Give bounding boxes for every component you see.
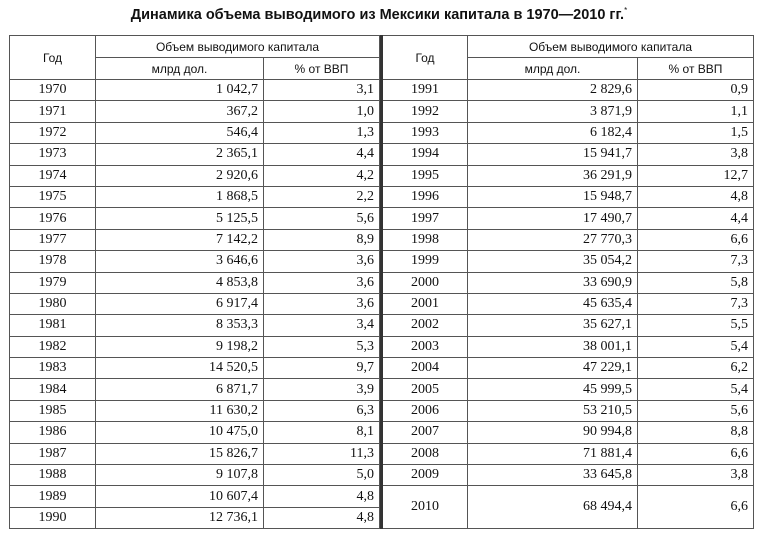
table-row (10, 144, 380, 165)
percent-cell: 4,2 (264, 165, 380, 186)
year-cell: 1980 (10, 293, 96, 314)
percent-cell: 5,6 (264, 208, 380, 229)
year-cell: 1991 (382, 80, 468, 101)
amount-cell: 1 042,7 (96, 80, 264, 101)
table-row (382, 122, 754, 143)
amount-cell: 10 607,4 (96, 486, 264, 507)
year-cell: 1983 (10, 358, 96, 379)
percent-cell: 4,8 (264, 507, 380, 528)
year-cell: 2009 (382, 465, 468, 486)
table-row (382, 422, 754, 443)
year-cell: 2005 (382, 379, 468, 400)
amount-cell: 38 001,1 (468, 336, 638, 357)
percent-cell: 5,0 (264, 465, 380, 486)
year-cell: 1972 (10, 122, 96, 143)
table-row (10, 101, 380, 122)
year-cell: 1988 (10, 465, 96, 486)
percent-cell: 1,0 (264, 101, 380, 122)
amount-cell: 9 198,2 (96, 336, 264, 357)
percent-cell: 3,8 (638, 144, 754, 165)
year-cell: 2010 (382, 486, 468, 529)
year-cell: 1987 (10, 443, 96, 464)
year-cell: 1989 (10, 486, 96, 507)
capital-group-header: Объем выводимого капитала (468, 36, 754, 58)
year-cell: 1973 (10, 144, 96, 165)
table-row (382, 400, 754, 421)
year-cell: 2008 (382, 443, 468, 464)
amount-cell: 6 182,4 (468, 122, 638, 143)
percent-cell: 11,3 (264, 443, 380, 464)
amount-cell: 15 948,7 (468, 186, 638, 207)
year-cell: 2004 (382, 358, 468, 379)
table-row (382, 293, 754, 314)
percent-cell: 5,5 (638, 315, 754, 336)
title-text: Динамика объема выводимого из Мексики капитала в 1970—2010 гг. (130, 6, 625, 23)
year-cell: 1976 (10, 208, 96, 229)
amount-cell: 2 829,6 (468, 80, 638, 101)
year-cell: 1996 (382, 186, 468, 207)
amount-cell: 6 917,4 (96, 293, 264, 314)
page-title (0, 6, 758, 23)
percent-cell: 1,3 (264, 122, 380, 143)
percent-cell: 5,3 (264, 336, 380, 357)
amount-cell: 35 054,2 (468, 251, 638, 272)
amount-cell: 15 941,7 (468, 144, 638, 165)
amount-cell: 45 635,4 (468, 293, 638, 314)
amount-cell: 2 920,6 (96, 165, 264, 186)
percent-cell: 9,7 (264, 358, 380, 379)
amount-cell: 53 210,5 (468, 400, 638, 421)
percent-cell: 3,4 (264, 315, 380, 336)
table-row (382, 315, 754, 336)
year-cell: 2001 (382, 293, 468, 314)
table-row (382, 379, 754, 400)
table-body-right (382, 80, 754, 529)
table-row (382, 358, 754, 379)
amount-cell: 5 125,5 (96, 208, 264, 229)
amount-cell: 10 475,0 (96, 422, 264, 443)
year-cell: 1982 (10, 336, 96, 357)
table-row (10, 315, 380, 336)
amount-cell: 7 142,2 (96, 229, 264, 250)
table-row (10, 186, 380, 207)
year-cell: 1997 (382, 208, 468, 229)
capital-table-left (9, 35, 380, 529)
percent-cell: 0,9 (638, 80, 754, 101)
amount-cell: 33 690,9 (468, 272, 638, 293)
table-row (10, 465, 380, 486)
amount-cell: 11 630,2 (96, 400, 264, 421)
table-row (382, 208, 754, 229)
year-cell: 1979 (10, 272, 96, 293)
amount-cell: 3 871,9 (468, 101, 638, 122)
amount-cell: 33 645,8 (468, 465, 638, 486)
year-cell: 2003 (382, 336, 468, 357)
year-cell: 1990 (10, 507, 96, 528)
table-row (382, 272, 754, 293)
percent-cell: 6,3 (264, 400, 380, 421)
amount-cell: 1 868,5 (96, 186, 264, 207)
year-cell: 1978 (10, 251, 96, 272)
amount-cell: 71 881,4 (468, 443, 638, 464)
table-row (10, 379, 380, 400)
year-cell: 1984 (10, 379, 96, 400)
table-row (10, 336, 380, 357)
percent-cell: 7,3 (638, 251, 754, 272)
percent-cell: 1,5 (638, 122, 754, 143)
table-row (382, 336, 754, 357)
percent-cell: 5,4 (638, 336, 754, 357)
amount-cell: 546,4 (96, 122, 264, 143)
year-cell: 1974 (10, 165, 96, 186)
amount-cell: 4 853,8 (96, 272, 264, 293)
year-cell: 1970 (10, 80, 96, 101)
percent-cell: 5,8 (638, 272, 754, 293)
percent-cell: 2,2 (264, 186, 380, 207)
table-row (10, 208, 380, 229)
table-row (382, 80, 754, 101)
year-cell: 2007 (382, 422, 468, 443)
year-cell: 1975 (10, 186, 96, 207)
amount-cell: 36 291,9 (468, 165, 638, 186)
percent-cell: 1,1 (638, 101, 754, 122)
table-row (382, 144, 754, 165)
table-row (382, 101, 754, 122)
year-cell: 1998 (382, 229, 468, 250)
percent-cell: 12,7 (638, 165, 754, 186)
percent-cell: 6,6 (638, 486, 754, 529)
amount-cell: 15 826,7 (96, 443, 264, 464)
table-row (10, 486, 380, 507)
percent-cell: 8,1 (264, 422, 380, 443)
amount-cell: 17 490,7 (468, 208, 638, 229)
amount-cell: 6 871,7 (96, 379, 264, 400)
percent-cell: 6,6 (638, 443, 754, 464)
percent-cell: 3,6 (264, 272, 380, 293)
year-cell: 2006 (382, 400, 468, 421)
percent-cell: 6,6 (638, 229, 754, 250)
table-row (10, 358, 380, 379)
amount-cell: 35 627,1 (468, 315, 638, 336)
amount-cell: 27 770,3 (468, 229, 638, 250)
amount-cell: 45 999,5 (468, 379, 638, 400)
percent-cell: 8,9 (264, 229, 380, 250)
percent-cell: 6,2 (638, 358, 754, 379)
table-row (10, 507, 380, 528)
percent-cell: 3,8 (638, 465, 754, 486)
percent-cell: 7,3 (638, 293, 754, 314)
year-header: Год (382, 36, 468, 80)
percent-cell: 3,9 (264, 379, 380, 400)
percent-cell: 4,8 (264, 486, 380, 507)
year-cell: 1981 (10, 315, 96, 336)
amount-header: млрд дол. (468, 58, 638, 80)
amount-cell: 367,2 (96, 101, 264, 122)
amount-cell: 2 365,1 (96, 144, 264, 165)
amount-cell: 68 494,4 (468, 486, 638, 529)
table-row (382, 251, 754, 272)
table-row (10, 251, 380, 272)
title-footnote-mark: * (624, 6, 628, 15)
year-cell: 2002 (382, 315, 468, 336)
table-row (10, 122, 380, 143)
amount-cell: 8 353,3 (96, 315, 264, 336)
year-cell: 1985 (10, 400, 96, 421)
percent-cell: 4,4 (264, 144, 380, 165)
year-cell: 1971 (10, 101, 96, 122)
percent-cell: 3,1 (264, 80, 380, 101)
percent-header: % от ВВП (264, 58, 380, 80)
table-row (10, 165, 380, 186)
table-row (10, 422, 380, 443)
percent-header: % от ВВП (638, 58, 754, 80)
percent-cell: 3,6 (264, 251, 380, 272)
table-body-left (10, 80, 380, 529)
amount-header: млрд дол. (96, 58, 264, 80)
table-row (382, 186, 754, 207)
amount-cell: 9 107,8 (96, 465, 264, 486)
table-row (382, 165, 754, 186)
year-cell: 1995 (382, 165, 468, 186)
amount-cell: 47 229,1 (468, 358, 638, 379)
year-cell: 1999 (382, 251, 468, 272)
table-row (10, 272, 380, 293)
amount-cell: 90 994,8 (468, 422, 638, 443)
percent-cell: 5,6 (638, 400, 754, 421)
year-cell: 1994 (382, 144, 468, 165)
percent-cell: 3,6 (264, 293, 380, 314)
table-row (10, 80, 380, 101)
year-cell: 1993 (382, 122, 468, 143)
percent-cell: 4,4 (638, 208, 754, 229)
table-row (10, 400, 380, 421)
capital-table-right (380, 35, 754, 529)
year-cell: 2000 (382, 272, 468, 293)
year-cell: 1977 (10, 229, 96, 250)
year-cell: 1986 (10, 422, 96, 443)
percent-cell: 5,4 (638, 379, 754, 400)
table-row (382, 229, 754, 250)
table-row (382, 443, 754, 464)
capital-group-header: Объем выводимого капитала (96, 36, 380, 58)
year-cell: 1992 (382, 101, 468, 122)
amount-cell: 14 520,5 (96, 358, 264, 379)
table-row (10, 229, 380, 250)
table-row (382, 465, 754, 486)
amount-cell: 3 646,6 (96, 251, 264, 272)
percent-cell: 4,8 (638, 186, 754, 207)
amount-cell: 12 736,1 (96, 507, 264, 528)
year-header: Год (10, 36, 96, 80)
table-row (382, 486, 754, 529)
table-row (10, 293, 380, 314)
percent-cell: 8,8 (638, 422, 754, 443)
table-row (10, 443, 380, 464)
